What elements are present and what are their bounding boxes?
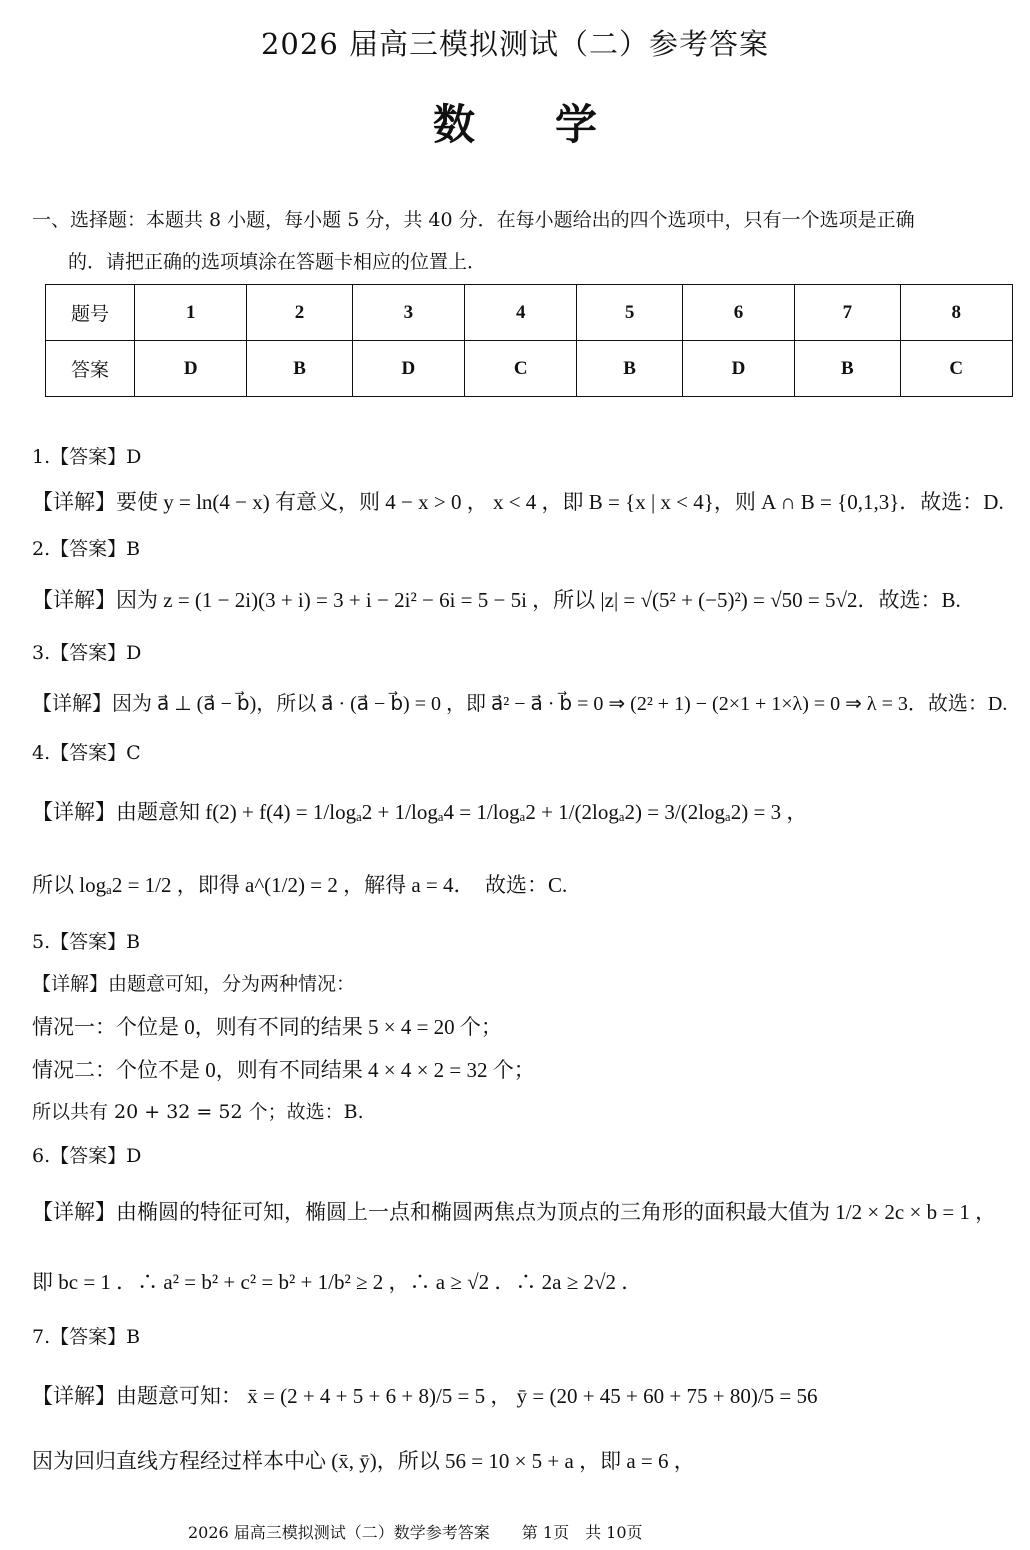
table-cell: 3 — [352, 285, 464, 341]
solution-1-answer: 1.【答案】D — [32, 446, 142, 468]
table-cell: 8 — [900, 285, 1012, 341]
solution-4-detail: 【详解】由题意知 f(2) + f(4) = 1/logₐ2 + 1/logₐ4 = 1/logₐ2 + 1/(2logₐ2) = 3/(2logₐ2) = 3 ， — [32, 800, 808, 824]
section-1-line-1: 一、选择题：本题共 8 小题，每小题 5 分，共 40 分．在每小题给出的四个选项中，只有一个选项是正确 — [32, 209, 915, 231]
solution-5-total: 所以共有 20 + 32 = 52 个；故选：B. — [32, 1101, 364, 1123]
subject-char-1: 数 — [432, 100, 475, 149]
subject-heading — [0, 92, 1030, 152]
solution-6-detail-2: 即 bc = 1 ．∴ a² = b² + c² = b² + 1/b² ≥ 2 ，∴ a ≥ √2 ．∴ 2a ≥ 2√2 ． — [32, 1270, 643, 1294]
solution-6-answer: 6.【答案】D — [32, 1145, 142, 1167]
page-footer: 2026 届高三模拟测试（二）数学参考答案 第 1页 共 10页 — [188, 1523, 643, 1542]
solution-5-detail: 【详解】由题意可知，分为两种情况： — [32, 973, 356, 995]
table-cell: 6 — [682, 285, 794, 341]
table-cell: B — [795, 341, 900, 397]
subject-char-2: 学 — [555, 100, 598, 149]
table-cell: 4 — [465, 285, 577, 341]
table-row-numbers — [46, 285, 1013, 341]
table-cell: B — [577, 341, 682, 397]
table-cell: 1 — [135, 285, 247, 341]
table-row-answers — [46, 341, 1013, 397]
section-1-instructions — [32, 199, 1022, 283]
table-cell: D — [682, 341, 794, 397]
table-cell: C — [900, 341, 1012, 397]
solution-3-detail: 【详解】因为 a⃗ ⊥ (a⃗ − b⃗)，所以 a⃗ · (a⃗ − b⃗) = 0 ，即 a⃗² − a⃗ · b⃗ = 0 ⇒ (2² + 1) − (2×1 + 1×λ) = 0 ⇒ λ = 3．故选：D. — [32, 693, 1008, 715]
table-cell: D — [352, 341, 464, 397]
solution-2-detail: 【详解】因为 z = (1 − 2i)(3 + i) = 3 + i − 2i² − 6i = 5 − 5i ，所以 |z| = √(5² + (−5)²) = √50 = 5√2．故选：B. — [32, 588, 961, 612]
solution-4-answer: 4.【答案】C — [32, 742, 141, 764]
solution-7-answer: 7.【答案】B — [32, 1326, 141, 1348]
solution-6-detail: 【详解】由椭圆的特征可知，椭圆上一点和椭圆两焦点为顶点的三角形的面积最大值为 1/2 × 2c × b = 1 ， — [32, 1200, 997, 1224]
table-cell: 5 — [577, 285, 682, 341]
solution-2-answer: 2.【答案】B — [32, 538, 141, 560]
solution-7-detail: 【详解】由题意可知： x̄ = (2 + 4 + 5 + 6 + 8)/5 = 5 ， ȳ = (20 + 45 + 60 + 75 + 80)/5 = 56 — [32, 1384, 818, 1408]
table-row-label: 题号 — [46, 285, 135, 341]
answer-table — [45, 284, 1013, 397]
table-cell: 2 — [247, 285, 352, 341]
solution-7-detail-2: 因为回归直线方程经过样本中心 (x̄, ȳ)，所以 56 = 10 × 5 + a ，即 a = 6 ， — [32, 1449, 695, 1473]
solution-5-answer: 5.【答案】B — [32, 931, 141, 953]
table-cell: C — [465, 341, 577, 397]
solution-4-detail-2: 所以 logₐ2 = 1/2 ，即得 a^(1/2) = 2 ，解得 a = 4． 故选：C. — [32, 873, 568, 897]
table-row-label: 答案 — [46, 341, 135, 397]
table-cell: 7 — [795, 285, 900, 341]
solution-5-case-2: 情况二：个位不是 0，则有不同结果 4 × 4 × 2 = 32 个； — [32, 1058, 535, 1082]
section-1-line-2: 的．请把正确的选项填涂在答题卡相应的位置上． — [68, 251, 487, 273]
solution-5-case-1: 情况一：个位是 0，则有不同的结果 5 × 4 = 20 个； — [32, 1015, 502, 1039]
page-title: 2026 届高三模拟测试（二）参考答案 — [260, 27, 770, 61]
table-cell: B — [247, 341, 352, 397]
table-cell: D — [135, 341, 247, 397]
solution-3-answer: 3.【答案】D — [32, 642, 142, 664]
solution-1-detail: 【详解】要使 y = ln(4 − x) 有意义，则 4 − x > 0 ， x < 4 ，即 B = {x | x < 4}，则 A ∩ B = {0,1,3}．故选：D. — [32, 490, 1004, 514]
